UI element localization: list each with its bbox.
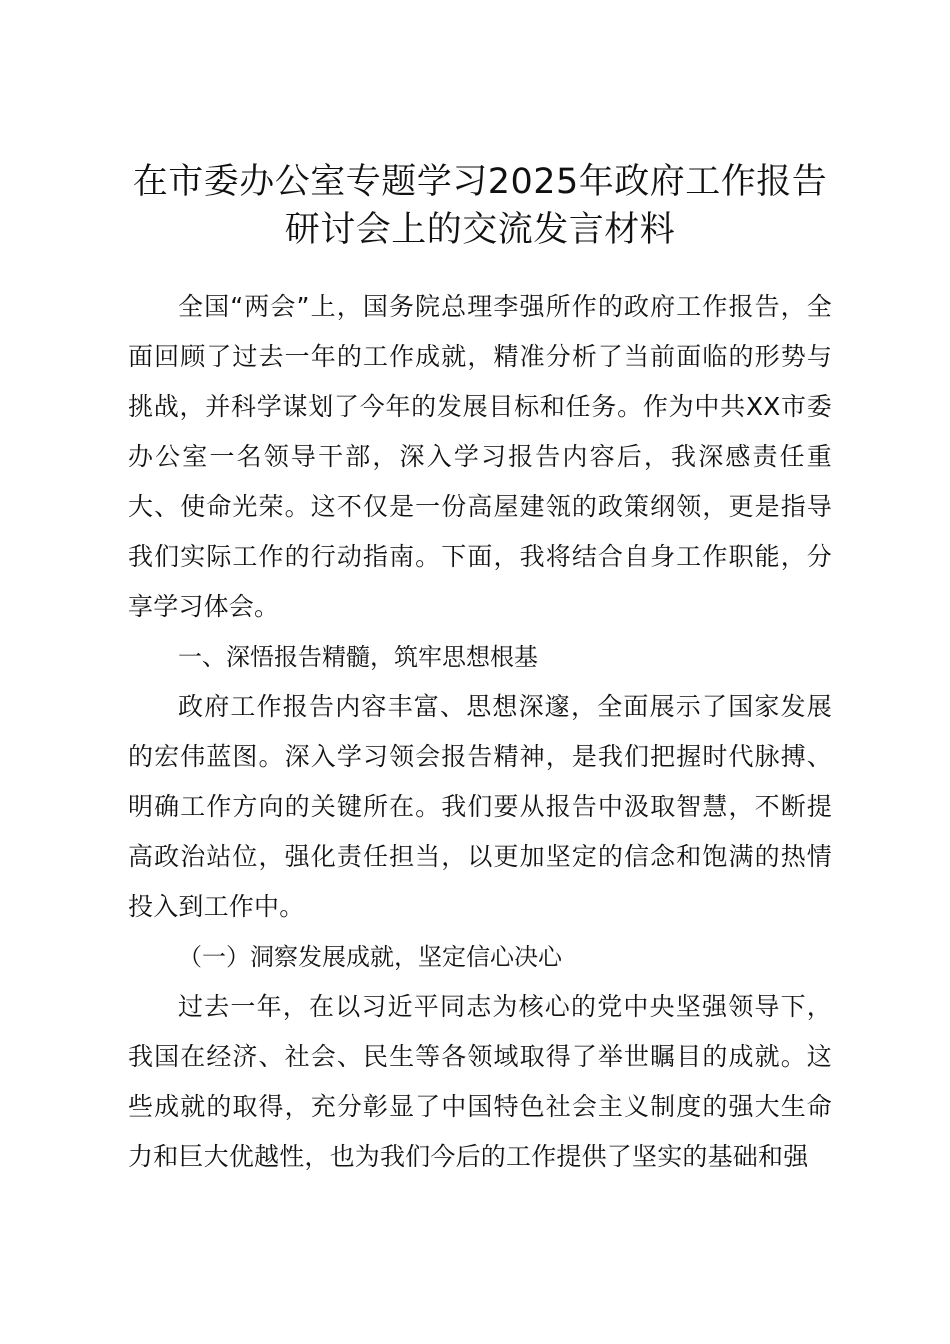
intro-paragraph: 全国“两会”上，国务院总理李强所作的政府工作报告，全面回顾了过去一年的工作成就，精准分析了当前面临的形势与挑战，并科学谋划了今年的发展目标和任务。作为中共XX市委办公室一名领导干部，深入学习报告内容后，我深感责任重大、使命光荣。这不仅是一份高屋建瓴的政策纲领，更是指导我们实际工作的行动指南。下面，我将结合自身工作职能，分享学习体会。 [128,292,832,621]
subsection-heading-1: （一）洞察发展成就，坚定信心决心 [178,943,562,971]
section-paragraph-1: 政府工作报告内容丰富、思想深邃，全面展示了国家发展的宏伟蓝图。深入学习领会报告精神，是我们把握时代脉搏、明确工作方向的关键所在。我们要从报告中汲取智慧，不断提高政治站位，强化责任担当，以更加坚定的信念和饱满的热情投入到工作中。 [128,692,832,921]
document-title [100,158,860,254]
subsection-paragraph-1: 过去一年，在以习近平同志为核心的党中央坚强领导下，我国在经济、社会、民生等各领域取得了举世瞩目的成就。这些成就的取得，充分彰显了中国特色社会主义制度的强大生命力和巨大优越性，也为我们今后的工作提供了坚实的基础和强 [128,992,832,1171]
section-heading-1: 一、深悟报告精髓，筑牢思想根基 [178,643,538,671]
title-line-1: 在市委办公室专题学习2025年政府工作报告 [132,162,828,202]
document-body [128,282,832,1182]
title-line-2: 研讨会上的交流发言材料 [284,210,676,250]
